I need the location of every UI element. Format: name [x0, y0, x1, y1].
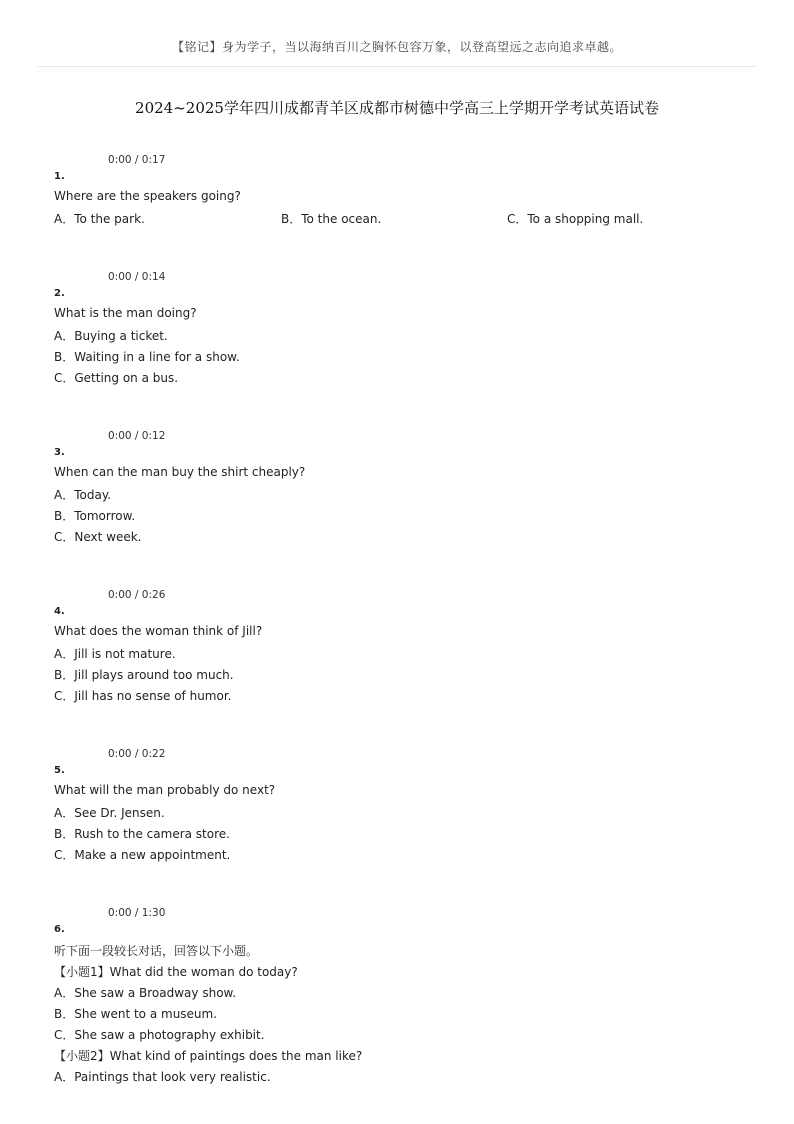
option-c: C．She saw a photography exhibit. [54, 1028, 265, 1042]
audio-player-1[interactable]: 0:00 / 0:17 [108, 154, 166, 166]
question-stem: What does the woman think of Jill? [54, 624, 263, 638]
audio-player-6[interactable]: 0:00 / 1:30 [108, 907, 166, 919]
option-b: B．Waiting in a line for a show. [54, 350, 240, 364]
option-a: A．She saw a Broadway show. [54, 986, 237, 1000]
audio-player-5[interactable]: 0:00 / 0:22 [108, 748, 166, 760]
option-c: C．Jill has no sense of humor. [54, 689, 232, 703]
option-c: C．Make a new appointment. [54, 848, 231, 862]
page-title: 2024~2025学年四川成都青羊区成都市树德中学高三上学期开学考试英语试卷 [135, 99, 659, 117]
option-a: A．Buying a ticket. [54, 329, 168, 343]
question-number: 2. [54, 288, 65, 299]
option-a: A．Today. [54, 488, 112, 502]
question-number: 1. [54, 171, 65, 182]
question-number: 6. [54, 924, 65, 935]
audio-player-2[interactable]: 0:00 / 0:14 [108, 271, 166, 283]
header-divider [38, 66, 756, 67]
option-a: A．Paintings that look very realistic. [54, 1070, 271, 1084]
option-a: A．To the park. [54, 212, 145, 226]
question-number: 4. [54, 606, 65, 617]
option-b: B．Rush to the camera store. [54, 827, 230, 841]
question-stem: Where are the speakers going? [54, 189, 241, 203]
question-number: 5. [54, 765, 65, 776]
audio-player-3[interactable]: 0:00 / 0:12 [108, 430, 166, 442]
question-stem: What will the man probably do next? [54, 783, 276, 797]
question-number: 3. [54, 447, 65, 458]
sub-question-1-stem: 【小题1】What did the woman do today? [54, 965, 298, 979]
sub-question-2-stem: 【小题2】What kind of paintings does the man like? [54, 1049, 363, 1063]
audio-player-4[interactable]: 0:00 / 0:26 [108, 589, 166, 601]
option-b: B．Tomorrow. [54, 509, 136, 523]
option-c: C．Next week. [54, 530, 142, 544]
option-a: A．See Dr. Jensen. [54, 806, 165, 820]
question-intro: 听下面一段较长对话，回答以下小题。 [54, 944, 259, 958]
option-b: B．She went to a museum. [54, 1007, 218, 1021]
option-c: C．Getting on a bus. [54, 371, 179, 385]
option-b: B．To the ocean. [281, 212, 382, 226]
option-c: C．To a shopping mall. [507, 212, 644, 226]
question-stem: When can the man buy the shirt cheaply? [54, 465, 306, 479]
option-b: B．Jill plays around too much. [54, 668, 234, 682]
option-a: A．Jill is not mature. [54, 647, 176, 661]
header-motto: 【铭记】身为学子，当以海纳百川之胸怀包容万象，以登高望远之志向追求卓越。 [171, 40, 622, 54]
question-stem: What is the man doing? [54, 306, 197, 320]
